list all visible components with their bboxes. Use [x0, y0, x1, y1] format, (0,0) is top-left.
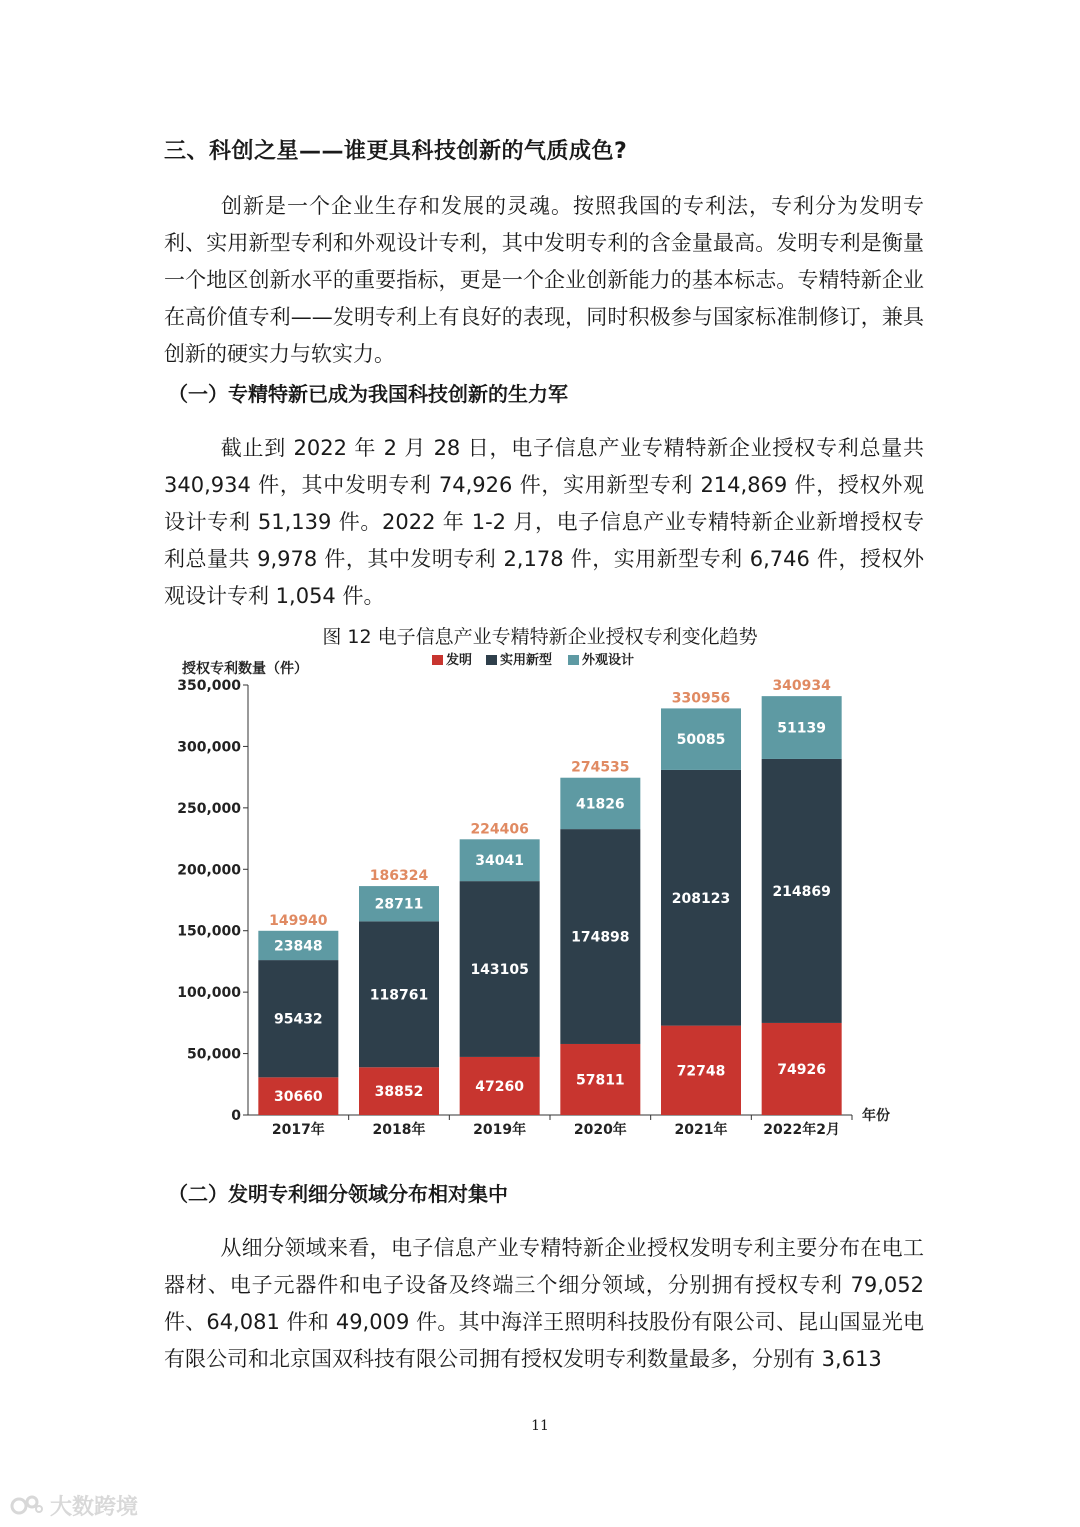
bar-total-label: 330956	[671, 690, 731, 707]
bar-value-label: 72748	[676, 1063, 726, 1080]
bar-value-label: 51139	[777, 720, 827, 737]
y-tick-label: 100,000	[177, 985, 241, 1002]
bar-value-label: 214869	[772, 883, 831, 900]
bar-value-label: 28711	[374, 896, 424, 913]
subsection-1-text: 截止到 2022 年 2 月 28 日，电子信息产业专精特新企业授权专利总量共 340,934 件，其中发明专利 74,926 件，实用新型专利 214,869 件，授权外观设计专利 51,139 件。2022 年 1-2 月，电子信息产业专精特新企业新增授权专利总量共 9,978 件，其中发明专利 2,178 件，实用新型专利 6,746 件，授权外观设计专利 1,054 件。	[164, 436, 924, 608]
bar-value-label: 50085	[676, 732, 726, 749]
bar-value-label: 30660	[273, 1089, 323, 1106]
y-axis-label: 授权专利数量（件）	[182, 661, 308, 677]
subsection-2-paragraph	[164, 1230, 924, 1378]
bar-value-label: 47260	[475, 1078, 525, 1095]
bar-value-label: 174898	[571, 929, 630, 946]
bar-total-label: 149940	[269, 912, 328, 929]
y-tick-label: 0	[231, 1108, 241, 1124]
bar-value-label: 23848	[273, 938, 323, 955]
legend-label-1: 实用新型	[500, 653, 553, 668]
bar-total-label: 274535	[571, 759, 630, 776]
subsection-2-text: 从细分领域来看，电子信息产业专精特新企业授权发明专利主要分布在电工器材、电子元器件和电子设备及终端三个细分领域，分别拥有授权专利 79,052 件、64,081 件和 49,009 件。其中海洋王照明科技股份有限公司、昆山国显光电有限公司和北京国双科技有限公司拥有授权发明专利数量最多，分别有 3,613	[164, 1236, 924, 1371]
y-tick-label: 250,000	[177, 800, 241, 817]
bar-value-label: 57811	[575, 1072, 625, 1089]
subsection-2-title: （二）发明专利细分领域分布相对集中	[168, 1182, 508, 1206]
bar-value-label: 74926	[777, 1061, 827, 1078]
y-tick-label: 150,000	[177, 923, 241, 940]
x-tick-label: 2019年	[473, 1122, 527, 1138]
intro-paragraph	[164, 188, 924, 373]
figure-caption: 图 12 电子信息产业专精特新企业授权专利变化趋势	[322, 626, 758, 648]
x-tick-label: 2018年	[372, 1122, 426, 1138]
legend-swatch-1	[486, 655, 497, 665]
watermark	[10, 1490, 138, 1521]
y-tick-label: 200,000	[177, 862, 241, 879]
subsection-1-title: （一）专精特新已成为我国科技创新的生力军	[168, 382, 568, 406]
subsection-1-paragraph	[164, 430, 924, 615]
x-axis-label: 年份	[862, 1108, 890, 1124]
bar-total-label: 224406	[470, 821, 529, 838]
watermark-text: 大数跨境	[50, 1495, 139, 1520]
bar-value-label: 34041	[475, 853, 525, 870]
bar-value-label: 118761	[369, 987, 429, 1004]
legend-swatch-2	[568, 655, 579, 665]
bar-value-label: 95432	[273, 1011, 323, 1028]
x-tick-label: 2017年	[271, 1122, 325, 1138]
x-tick-label: 2021年	[674, 1122, 728, 1138]
bar-value-label: 41826	[575, 796, 625, 813]
section-title: 三、科创之星——谁更具科技创新的气质成色?	[164, 139, 628, 164]
legend-label-0: 发明	[446, 653, 473, 668]
page-number: 11	[531, 1418, 549, 1434]
bar-total-label: 186324	[369, 868, 429, 885]
bar-total-label: 340934	[772, 678, 831, 695]
intro-text: 创新是一个企业生存和发展的灵魂。按照我国的专利法，专利分为发明专利、实用新型专利和外观设计专利，其中发明专利的含金量最高。发明专利是衡量一个地区创新水平的重要指标，更是一个企业创新能力的基本标志。专精特新企业在高价值专利——发明专利上有良好的表现，同时积极参与国家标准制修订，兼具创新的硬实力与软实力。	[164, 194, 924, 366]
y-tick-label: 300,000	[177, 739, 241, 756]
y-tick-label: 350,000	[177, 678, 241, 694]
bar-value-label: 208123	[671, 890, 731, 907]
bar-value-label: 38852	[374, 1084, 424, 1101]
x-tick-label: 2022年2月	[763, 1122, 841, 1138]
stacked-bar-chart	[170, 648, 900, 1148]
y-tick-label: 50,000	[186, 1046, 241, 1063]
watermark-logo-icon	[10, 1493, 44, 1519]
legend-swatch-0	[432, 655, 443, 665]
legend-label-2: 外观设计	[582, 653, 635, 668]
x-tick-label: 2020年	[573, 1122, 627, 1138]
bar-value-label: 143105	[470, 962, 529, 979]
